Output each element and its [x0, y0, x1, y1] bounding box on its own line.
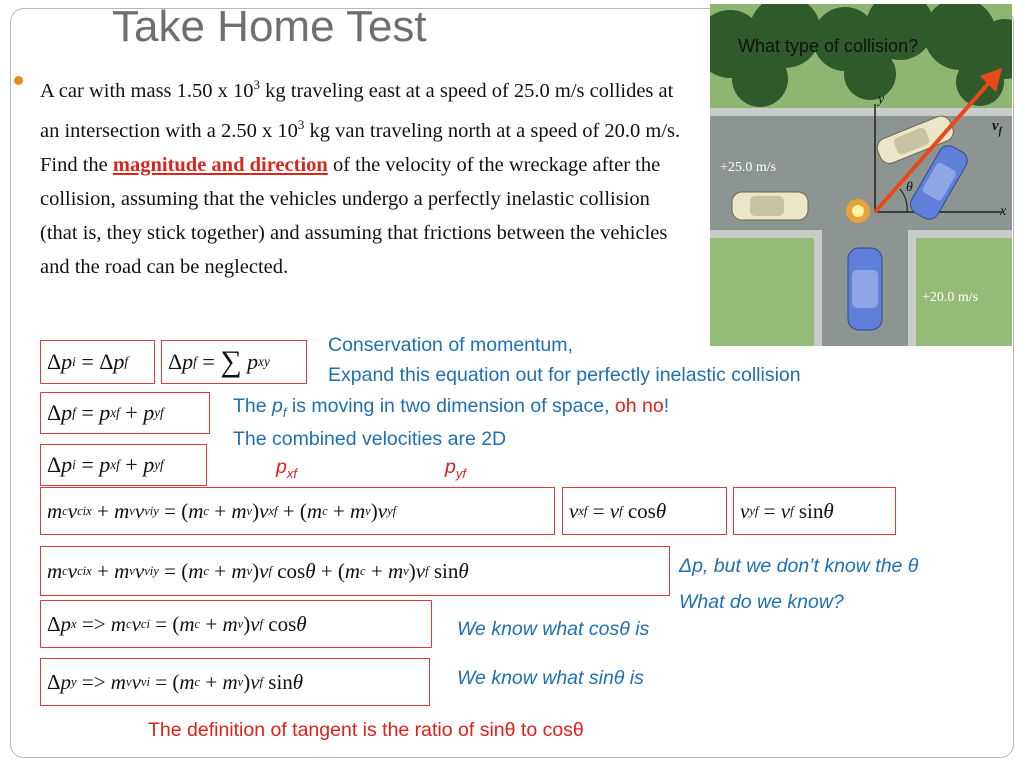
x-axis-label: x: [1000, 204, 1007, 219]
eq-momentum-trig: m c v cix + m v v viy = ( m c + m v ) v f cos θ + ( m c + m v ) v f sin θ: [40, 546, 670, 596]
eq-vyf: v yf = v f sin θ: [733, 487, 896, 535]
eq-dpf-sum: Δ p f = ∑ p xy: [161, 340, 307, 384]
note-pf-2d: The $p_f$ is moving in two dimension of space, oh no!: [233, 395, 670, 420]
note-know-sin: We know what sinθ is: [457, 667, 644, 689]
eq-dpi-components: Δ p i = p xf + p yf: [40, 444, 207, 486]
eq-vxf: v xf = v f cos θ: [562, 487, 727, 535]
vf-label: $v_f$: [992, 118, 1003, 137]
eq-momentum-expanded: m c v cix + m v v viy = ( m c + m v ) v xf + ( m c + m v ) v yf: [40, 487, 555, 535]
car-speed-label: +25.0 m/s: [720, 160, 777, 175]
note-combined-2d: The combined velocities are 2D: [233, 428, 507, 450]
eq-dpx: Δ p x => m c v ci = ( m c + m v ) v f cos θ: [40, 600, 432, 648]
collision-question: What type of collision?: [738, 36, 919, 56]
note-what-know: What do we know?: [679, 591, 844, 613]
theta-label: θ: [906, 180, 913, 195]
note-expand: Expand this equation out for perfectly inelastic collision: [328, 364, 801, 386]
eq-dpf-components: Δ p f = p xf + p yf: [40, 392, 210, 434]
y-axis-label: y: [878, 92, 885, 107]
eq-dpi-dpf: Δ p i = Δ p f: [40, 340, 155, 384]
label-pyf: $p_{yf}$: [445, 456, 466, 481]
note-dp-theta: Δp, but we don’t know the θ: [679, 555, 919, 577]
problem-text: A car with mass 1.50 x $10^3$ kg traveling east at a speed of 25.0 m/s collides at an intersection with a 2.50 x $10^3$ kg van traveling north at a speed of 20.0 m/s. Find the magnitude and direction of the velocity of the wreckage after the collision, assuming that the vehicles undergo a perfectly inelastic collision (that is, they stick together) and assuming that frictions between the vehicles and the road can be neglected.: [40, 77, 681, 278]
label-pxf: $p_{xf}$: [276, 456, 297, 481]
highlight-magnitude-direction: magnitude and direction: [112, 153, 328, 176]
note-conservation: Conservation of momentum,: [328, 334, 573, 356]
note-know-cos: We know what cosθ is: [457, 618, 650, 640]
note-tangent: The definition of tangent is the ratio of sinθ to cosθ: [148, 719, 584, 741]
slide-title: Take Home Test: [112, 2, 427, 51]
eq-dpy: Δ p y => m v v vi = ( m c + m v ) v f sin θ: [40, 658, 430, 706]
bullet-icon: [14, 76, 23, 85]
van-speed-label: +20.0 m/s: [922, 290, 979, 305]
